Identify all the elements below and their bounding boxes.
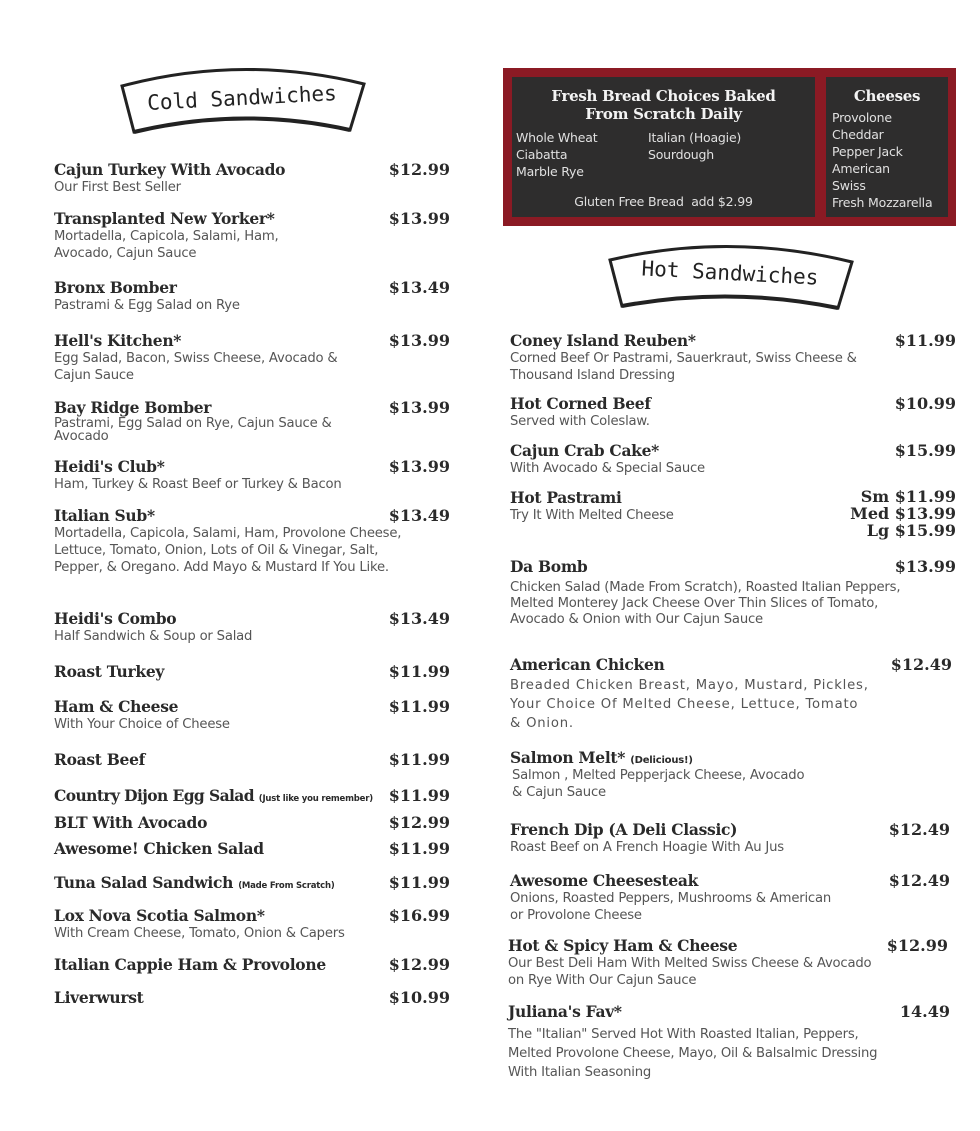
cheese-option: American (832, 161, 890, 176)
menu-item (504, 871, 956, 924)
menu-item (504, 487, 956, 540)
item-price: $12.49 (888, 820, 950, 839)
item-note: (Delicious!) (630, 755, 693, 766)
menu-item (54, 955, 450, 974)
item-price: $13.49 (388, 506, 450, 525)
item-note: (Just like you remember) (258, 794, 373, 804)
item-desc: With Avocado & Special Sauce (510, 461, 705, 476)
menu-item (54, 839, 450, 858)
item-price: $11.99 (388, 697, 450, 716)
item-price: $12.99 (388, 955, 450, 974)
item-price: $12.99 (388, 160, 450, 179)
menu-item (54, 331, 450, 384)
item-price: $11.99 (388, 873, 450, 892)
item-desc: Pastrami, Egg Salad on Rye, Cajun Sauce & Avocado (54, 416, 332, 444)
item-name: Bronx Bomber (54, 278, 177, 297)
cheese-option: Fresh Mozzarella (832, 195, 933, 210)
bread-list-col2 (648, 129, 741, 163)
bread-choices-panel (512, 77, 815, 217)
item-price: $13.99 (388, 457, 450, 476)
menu-item (54, 398, 450, 443)
item-price: $11.99 (388, 662, 450, 681)
gluten-free-note: Gluten Free Bread add $2.99 (574, 194, 753, 209)
menu-item (54, 457, 450, 493)
item-name: Hot & Spicy Ham & Cheese (508, 936, 738, 955)
menu-item (54, 873, 450, 892)
item-price: $11.99 (894, 331, 956, 350)
item-price: $13.49 (388, 278, 450, 297)
item-name: Italian Cappie Ham & Provolone (54, 955, 326, 974)
item-price: $12.99 (886, 936, 948, 955)
item-price: 14.49 (899, 1002, 950, 1021)
item-desc: Corned Beef Or Pastrami, Sauerkraut, Swiss Cheese & Thousand Island Dressing (510, 351, 857, 383)
bread-option: Marble Rye (516, 164, 584, 179)
menu-item (54, 209, 450, 262)
menu-item (504, 748, 956, 801)
cheeses-title: Cheeses (853, 87, 921, 105)
bread-option: Whole Wheat (516, 130, 598, 145)
menu-item (54, 906, 450, 942)
menu-item (54, 506, 450, 576)
item-desc: Onions, Roasted Peppers, Mushrooms & American or Provolone Cheese (510, 891, 832, 923)
cheese-list (832, 109, 932, 211)
item-name: Ham & Cheese (54, 697, 179, 716)
cheese-option: Provolone (832, 110, 892, 125)
menu-item (504, 331, 956, 384)
item-name: Salmon Melt* (510, 748, 626, 767)
section-title-hot: Hot Sandwiches (640, 256, 820, 290)
item-desc: Mortadella, Capicola, Salami, Ham, Avocado, Cajun Sauce (54, 229, 279, 261)
menu-item (504, 655, 956, 733)
menu-item (54, 988, 450, 1007)
menu-item (504, 820, 956, 856)
item-desc: Half Sandwich & Soup or Salad (54, 629, 253, 644)
item-desc: Roast Beef on A French Hoagie With Au Jus (510, 840, 784, 855)
item-desc: Breaded Chicken Breast, Mayo, Mustard, Pickles, Your Choice Of Melted Cheese, Lettuce, Tomato & Onion. (510, 678, 869, 731)
bread-option: Sourdough (648, 147, 714, 162)
item-desc: Mortadella, Capicola, Salami, Ham, Provolone Cheese, Lettuce, Tomato, Onion, Lots of Oil & Vinegar, Salt, Pepper, & Oregano. Add Mayo & Mustard If You Like. (54, 526, 402, 575)
item-name: Cajun Crab Cake* (510, 441, 659, 460)
menu-item (504, 936, 956, 989)
item-name: Hot Pastrami (510, 488, 622, 507)
item-name: Awesome Cheesesteak (510, 871, 699, 890)
item-price: $13.49 (388, 609, 450, 628)
item-desc: With Your Choice of Cheese (54, 717, 230, 732)
menu-item (504, 441, 956, 477)
item-price: $15.99 (894, 441, 956, 460)
item-name: Juliana's Fav* (508, 1002, 622, 1021)
menu-item (504, 1002, 956, 1082)
cold-sandwiches-banner (112, 58, 372, 138)
hot-sandwiches-banner (600, 236, 860, 316)
item-name: Roast Beef (54, 750, 146, 769)
item-price: $10.99 (894, 394, 956, 413)
item-price: $13.99 (388, 209, 450, 228)
bread-option: Ciabatta (516, 147, 568, 162)
item-price: $10.99 (388, 988, 450, 1007)
bread-option: Italian (Hoagie) (648, 130, 742, 145)
item-desc: Chicken Salad (Made From Scratch), Roasted Italian Peppers, Melted Monterey Jack Cheese Over Thin Slices of Tomato, Avocado & Onion with Our Cajun Sauce (510, 580, 901, 627)
menu-item (54, 160, 450, 196)
menu-item (54, 278, 450, 314)
cheese-option: Cheddar (832, 127, 884, 142)
menu-item (54, 750, 450, 769)
item-price: $12.99 (388, 813, 450, 832)
item-name: Bay Ridge Bomber (54, 398, 212, 417)
item-name: French Dip (A Deli Classic) (510, 820, 738, 839)
item-name: Coney Island Reuben* (510, 331, 696, 350)
item-desc: With Cream Cheese, Tomato, Onion & Capers (54, 926, 345, 941)
item-desc: Our First Best Seller (54, 180, 181, 195)
item-desc: Served with Coleslaw. (510, 414, 650, 429)
item-price: $16.99 (388, 906, 450, 925)
item-name: Lox Nova Scotia Salmon* (54, 906, 265, 925)
item-desc: Egg Salad, Bacon, Swiss Cheese, Avocado & Cajun Sauce (54, 351, 338, 383)
item-price: $12.49 (890, 655, 952, 674)
item-desc: Salmon , Melted Pepperjack Cheese, Avocado & Cajun Sauce (512, 768, 805, 800)
item-price: $11.99 (388, 750, 450, 769)
item-name: Roast Turkey (54, 662, 165, 681)
item-name: Awesome! Chicken Salad (54, 839, 264, 858)
item-note: (Made From Scratch) (238, 881, 335, 891)
cheese-option: Swiss (832, 178, 866, 193)
item-price: $11.99 (388, 839, 450, 858)
item-name: American Chicken (510, 655, 665, 674)
item-desc: The "Italian" Served Hot With Roasted Italian, Peppers, Melted Provolone Cheese, Mayo, Oil & Balsalmic Dressing With Italian Seasoning (508, 1027, 878, 1080)
cheeses-panel (826, 77, 948, 217)
item-name: Tuna Salad Sandwich (54, 873, 234, 892)
menu-item (54, 662, 450, 681)
menu-item (54, 813, 450, 832)
item-name: Heidi's Club* (54, 457, 165, 476)
menu-item (504, 557, 956, 628)
item-price: $13.99 (388, 331, 450, 350)
item-price-sizes: Sm $11.99 Med $13.99 Lg $15.99 (850, 487, 956, 540)
menu-item (54, 786, 450, 805)
item-name: Cajun Turkey With Avocado (54, 160, 286, 179)
item-desc: Pastrami & Egg Salad on Rye (54, 298, 240, 313)
cheese-option: Pepper Jack (832, 144, 903, 159)
item-name: Hell's Kitchen* (54, 331, 182, 350)
section-title-cold: Cold Sandwiches (146, 81, 338, 115)
menu-item (54, 609, 450, 645)
item-name: Transplanted New Yorker* (54, 209, 275, 228)
item-name: BLT With Avocado (54, 813, 208, 832)
item-price: $12.49 (888, 871, 950, 890)
item-price: $13.99 (894, 557, 956, 576)
item-name: Country Dijon Egg Salad (54, 786, 254, 805)
item-desc: Ham, Turkey & Roast Beef or Turkey & Bacon (54, 477, 342, 492)
bread-title: Fresh Bread Choices Baked From Scratch Daily (551, 87, 776, 123)
bread-cheese-board (503, 68, 956, 226)
bread-list-col1 (516, 129, 597, 180)
item-name: Da Bomb (510, 557, 588, 576)
item-name: Hot Corned Beef (510, 394, 651, 413)
item-name: Heidi's Combo (54, 609, 177, 628)
item-name: Liverwurst (54, 988, 144, 1007)
item-price: $13.99 (388, 398, 450, 417)
menu-item (504, 394, 956, 430)
menu-item (54, 697, 450, 733)
item-price: $11.99 (388, 786, 450, 805)
item-desc: Our Best Deli Ham With Melted Swiss Cheese & Avocado on Rye With Our Cajun Sauce (508, 956, 872, 988)
item-desc: Try It With Melted Cheese (510, 508, 674, 523)
item-name: Italian Sub* (54, 506, 155, 525)
